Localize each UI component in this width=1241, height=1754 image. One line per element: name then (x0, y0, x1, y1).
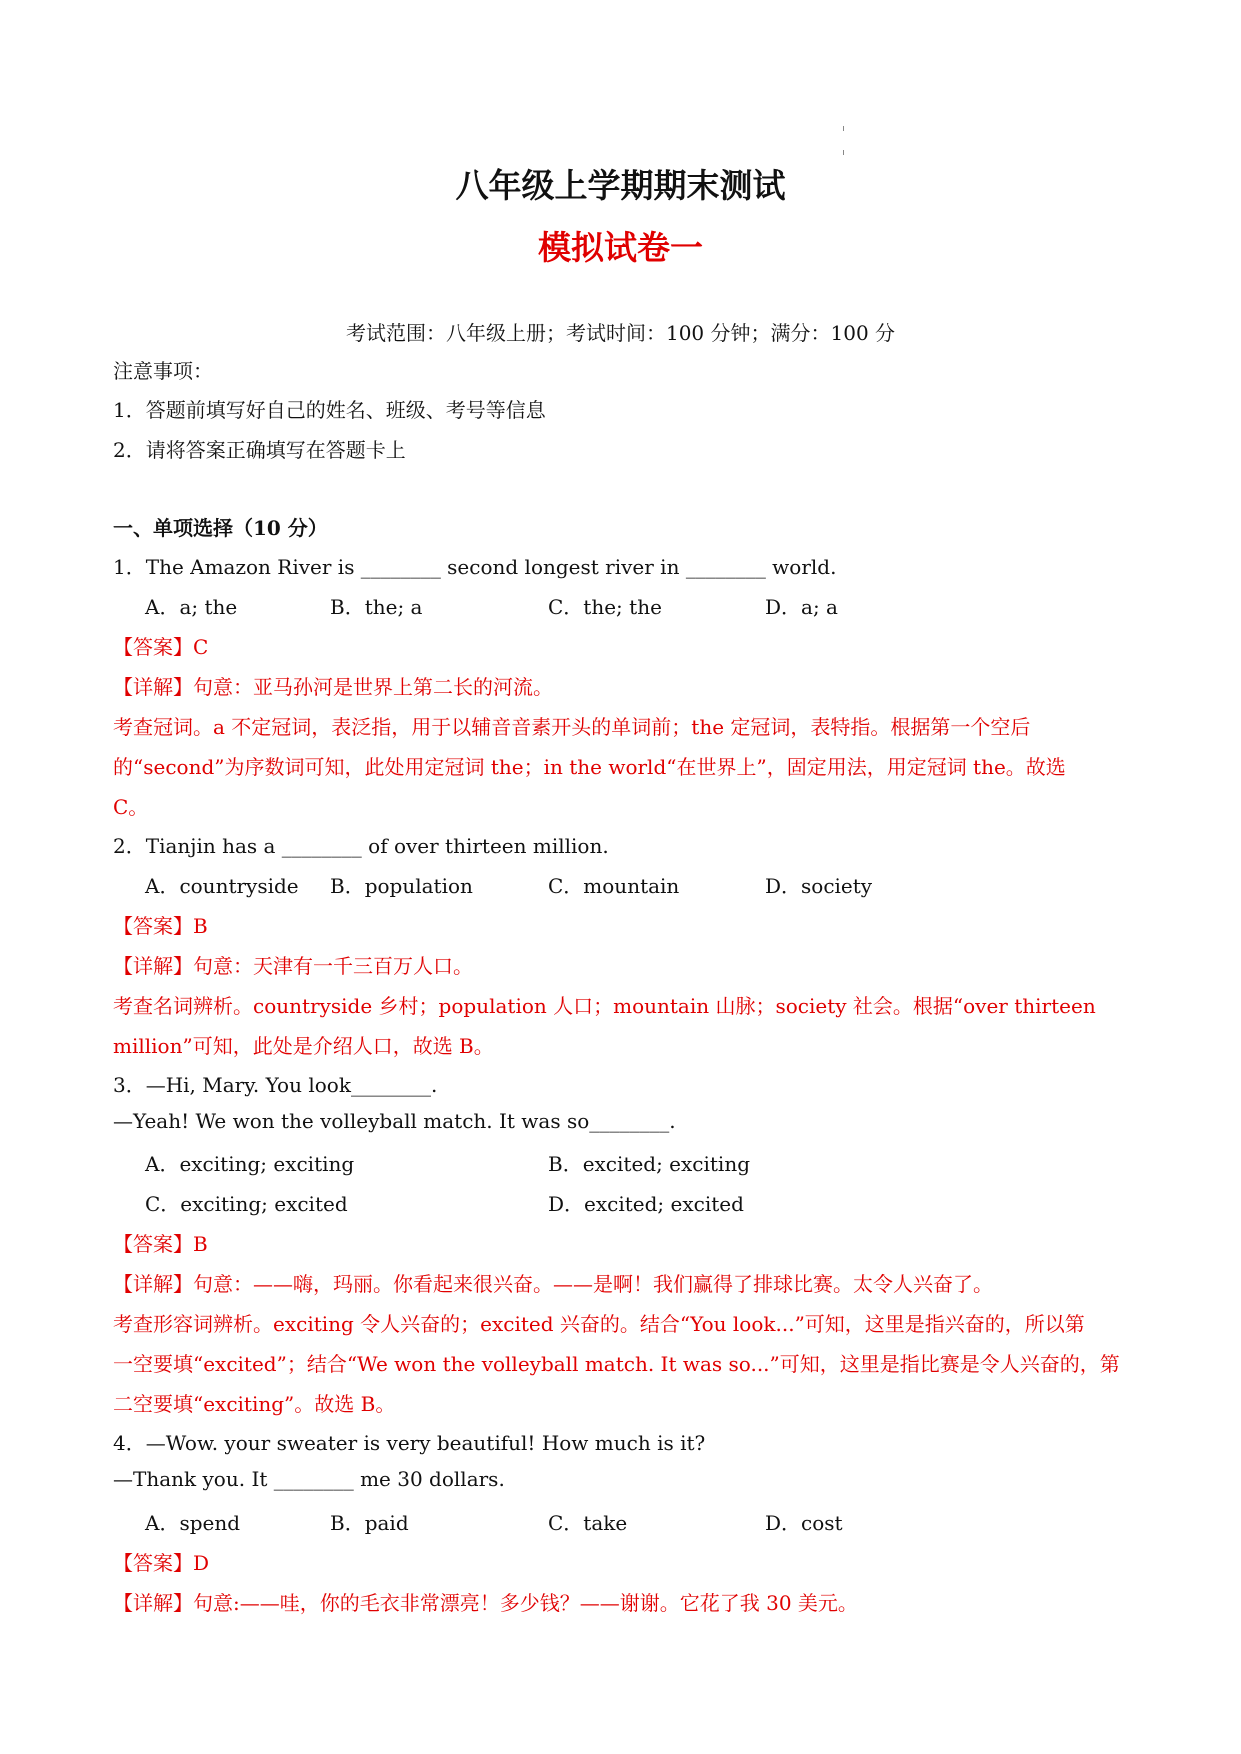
detail-line: 【详解】句意:——哇，你的毛衣非常漂亮！多少钱？——谢谢。它花了我 30 美元。 (113, 1591, 858, 1615)
question-option: B．population (330, 874, 473, 898)
exam-scope: 考试范围：八年级上册；考试时间：100 分钟；满分：100 分 (345, 321, 896, 345)
detail-line: 考查冠词。a 不定冠词，表泛指，用于以辅音音素开头的单词前；the 定冠词，表特指。根据第一个空后 (113, 715, 1031, 739)
question-option: D．excited; excited (548, 1192, 744, 1216)
question-stem: —Yeah! We won the volleyball match. It was so________. (113, 1109, 676, 1133)
question-stem: 4．—Wow. your sweater is very beautiful! How much is it? (113, 1431, 706, 1455)
question-option: A．spend (145, 1511, 241, 1535)
notice-item: 2．请将答案正确填写在答题卡上 (113, 438, 406, 462)
question-option: B．paid (330, 1511, 409, 1535)
question-option: C．exciting; excited (145, 1192, 348, 1216)
question-option: C．mountain (548, 874, 680, 898)
answer-line: 【答案】B (113, 1232, 208, 1256)
question-stem: —Thank you. It ________ me 30 dollars. (113, 1467, 505, 1491)
detail-line: C。 (113, 795, 149, 819)
question-option: D．cost (765, 1511, 843, 1535)
detail-line: 【详解】句意：亚马孙河是世界上第二长的河流。 (113, 675, 553, 699)
question-option: A．a; the (145, 595, 238, 619)
detail-line: million”可知，此处是介绍人口，故选 B。 (113, 1034, 494, 1058)
question-stem: 1．The Amazon River is ________ second longest river in ________ world. (113, 555, 837, 579)
question-stem: 3．—Hi, Mary. You look________. (113, 1073, 438, 1097)
answer-line: 【答案】D (113, 1551, 210, 1575)
question-option: A．countryside (145, 874, 299, 898)
question-option: C．take (548, 1511, 628, 1535)
page-title: 八年级上学期期末测试 (455, 166, 786, 205)
detail-line: 二空要填“exciting”。故选 B。 (113, 1392, 396, 1416)
answer-line: 【答案】B (113, 914, 208, 938)
detail-line: 【详解】句意：——嗨，玛丽。你看起来很兴奋。——是啊！我们赢得了排球比赛。太令人兴奋了。 (113, 1272, 993, 1296)
question-option: D．a; a (765, 595, 838, 619)
question-option: B．excited; exciting (548, 1152, 751, 1176)
question-option: D．society (765, 874, 873, 898)
detail-line: 考查名词辨析。countryside 乡村；population 人口；mountain 山脉；society 社会。根据“over thirteen (113, 994, 1096, 1018)
notice-heading: 注意事项： (113, 359, 213, 383)
question-option: B．the; a (330, 595, 423, 619)
detail-line: 一空要填“excited”；结合“We won the volleyball match. It was so...”可知，这里是指比赛是令人兴奋的，第 (113, 1352, 1120, 1376)
answer-line: 【答案】C (113, 635, 209, 659)
question-option: C．the; the (548, 595, 662, 619)
question-option: A．exciting; exciting (145, 1152, 355, 1176)
page-subtitle: 模拟试卷一 (538, 228, 703, 267)
question-stem: 2．Tianjin has a ________ of over thirteen million. (113, 834, 609, 858)
detail-line: 考查形容词辨析。exciting 令人兴奋的；excited 兴奋的。结合“You look...”可知，这里是指兴奋的，所以第 (113, 1312, 1085, 1336)
notice-item: 1．答题前填写好自己的姓名、班级、考号等信息 (113, 398, 546, 422)
detail-line: 的“second”为序数词可知，此处用定冠词 the；in the world“在世界上”，固定用法，用定冠词 the。故选 (113, 755, 1066, 779)
section-heading: 一、单项选择（10 分） (113, 516, 328, 540)
margin-ticks (843, 120, 845, 160)
detail-line: 【详解】句意：天津有一千三百万人口。 (113, 954, 473, 978)
